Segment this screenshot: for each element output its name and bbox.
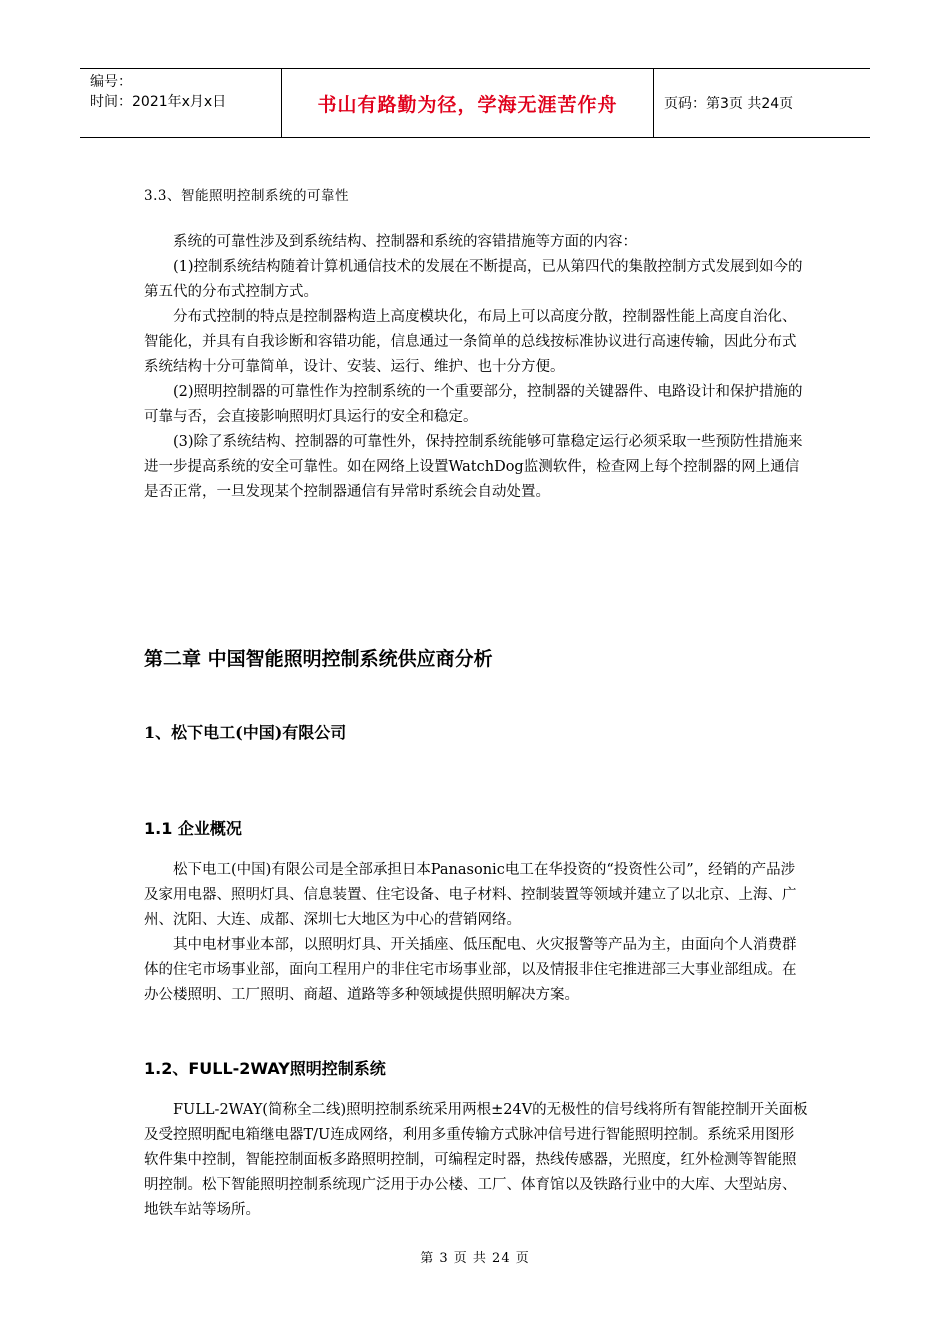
header-meta bbox=[80, 69, 282, 137]
paragraph: (3)除了系统结构、控制器的可靠性外，保持控制系统能够可靠稳定运行必须采取一些预防性措施来进一步提高系统的安全可靠性。如在网络上设置WatchDog监测软件，检查网上每个控制器的网上通信是否正常，一旦发现某个控制器通信有异常时系统会自动处置。 bbox=[144, 434, 803, 500]
paragraph: (1)控制系统结构随着计算机通信技术的发展在不断提高，已从第四代的集散控制方式发展到如今的第五代的分布式控制方式。 bbox=[144, 259, 803, 300]
header-motto: 书山有路勤为径，学海无涯苦作舟 bbox=[282, 69, 654, 137]
header-number: 编号： bbox=[90, 74, 132, 90]
section-1-1-title: 1.1 企业概况 bbox=[144, 819, 242, 838]
section-1-1-body bbox=[144, 858, 808, 1008]
chapter-title: 第二章 中国智能照明控制系统供应商分析 bbox=[144, 648, 493, 670]
header-page-info: 页码：第3页 共24页 bbox=[664, 96, 794, 112]
section-3-3-body bbox=[144, 230, 808, 505]
page-footer: 第 3 页 共 24 页 bbox=[420, 1251, 530, 1266]
section-3-3-title: 3.3、智能照明控制系统的可靠性 bbox=[144, 188, 349, 204]
company-title: 1、松下电工(中国)有限公司 bbox=[144, 723, 347, 742]
paragraph: (2)照明控制器的可靠性作为控制系统的一个重要部分，控制器的关键器件、电路设计和保护措施的可靠与否，会直接影响照明灯具运行的安全和稳定。 bbox=[144, 384, 803, 425]
section-1-2-title: 1.2、FULL-2WAY照明控制系统 bbox=[144, 1059, 386, 1078]
page-header bbox=[80, 68, 870, 138]
paragraph: 松下电工(中国)有限公司是全部承担日本Panasonic电工在华投资的“投资性公司”，经销的产品涉及家用电器、照明灯具、信息装置、住宅设备、电子材料、控制装置等领域并建立了以北京、上海、广州、沈阳、大连、成都、深圳七大地区为中心的营销网络。 bbox=[144, 862, 797, 928]
paragraph: 分布式控制的特点是控制器构造上高度模块化，布局上可以高度分散，控制器性能上高度自治化、智能化，并具有自我诊断和容错功能，信息通过一条简单的总线按标准协议进行高速传输，因此分布式系统结构十分可靠简单，设计、安装、运行、维护、也十分方便。 bbox=[144, 309, 797, 375]
section-1-2-body bbox=[144, 1098, 808, 1223]
paragraph: FULL-2WAY(简称全二线)照明控制系统采用两根±24V的无极性的信号线将所有智能控制开关面板及受控照明配电箱继电器T/U连成网络，利用多重传输方式脉冲信号进行智能照明控制。系统采用图形软件集中控制，智能控制面板多路照明控制，可编程定时器，热线传感器，光照度，红外检测等智能照明控制。松下智能照明控制系统现广泛用于办公楼、工厂、体育馆以及铁路行业中的大库、大型站房、地铁车站等场所。 bbox=[144, 1102, 808, 1218]
paragraph: 系统的可靠性涉及到系统结构、控制器和系统的容错措施等方面的内容： bbox=[173, 234, 637, 250]
header-time: 时间：2021年x月x日 bbox=[90, 94, 227, 110]
paragraph: 其中电材事业本部，以照明灯具、开关插座、低压配电、火灾报警等产品为主，由面向个人消费群体的住宅市场事业部，面向工程用户的非住宅市场事业部，以及情报非住宅推进部三大事业部组成。在办公楼照明、工厂照明、商超、道路等多种领域提供照明解决方案。 bbox=[144, 937, 797, 1003]
